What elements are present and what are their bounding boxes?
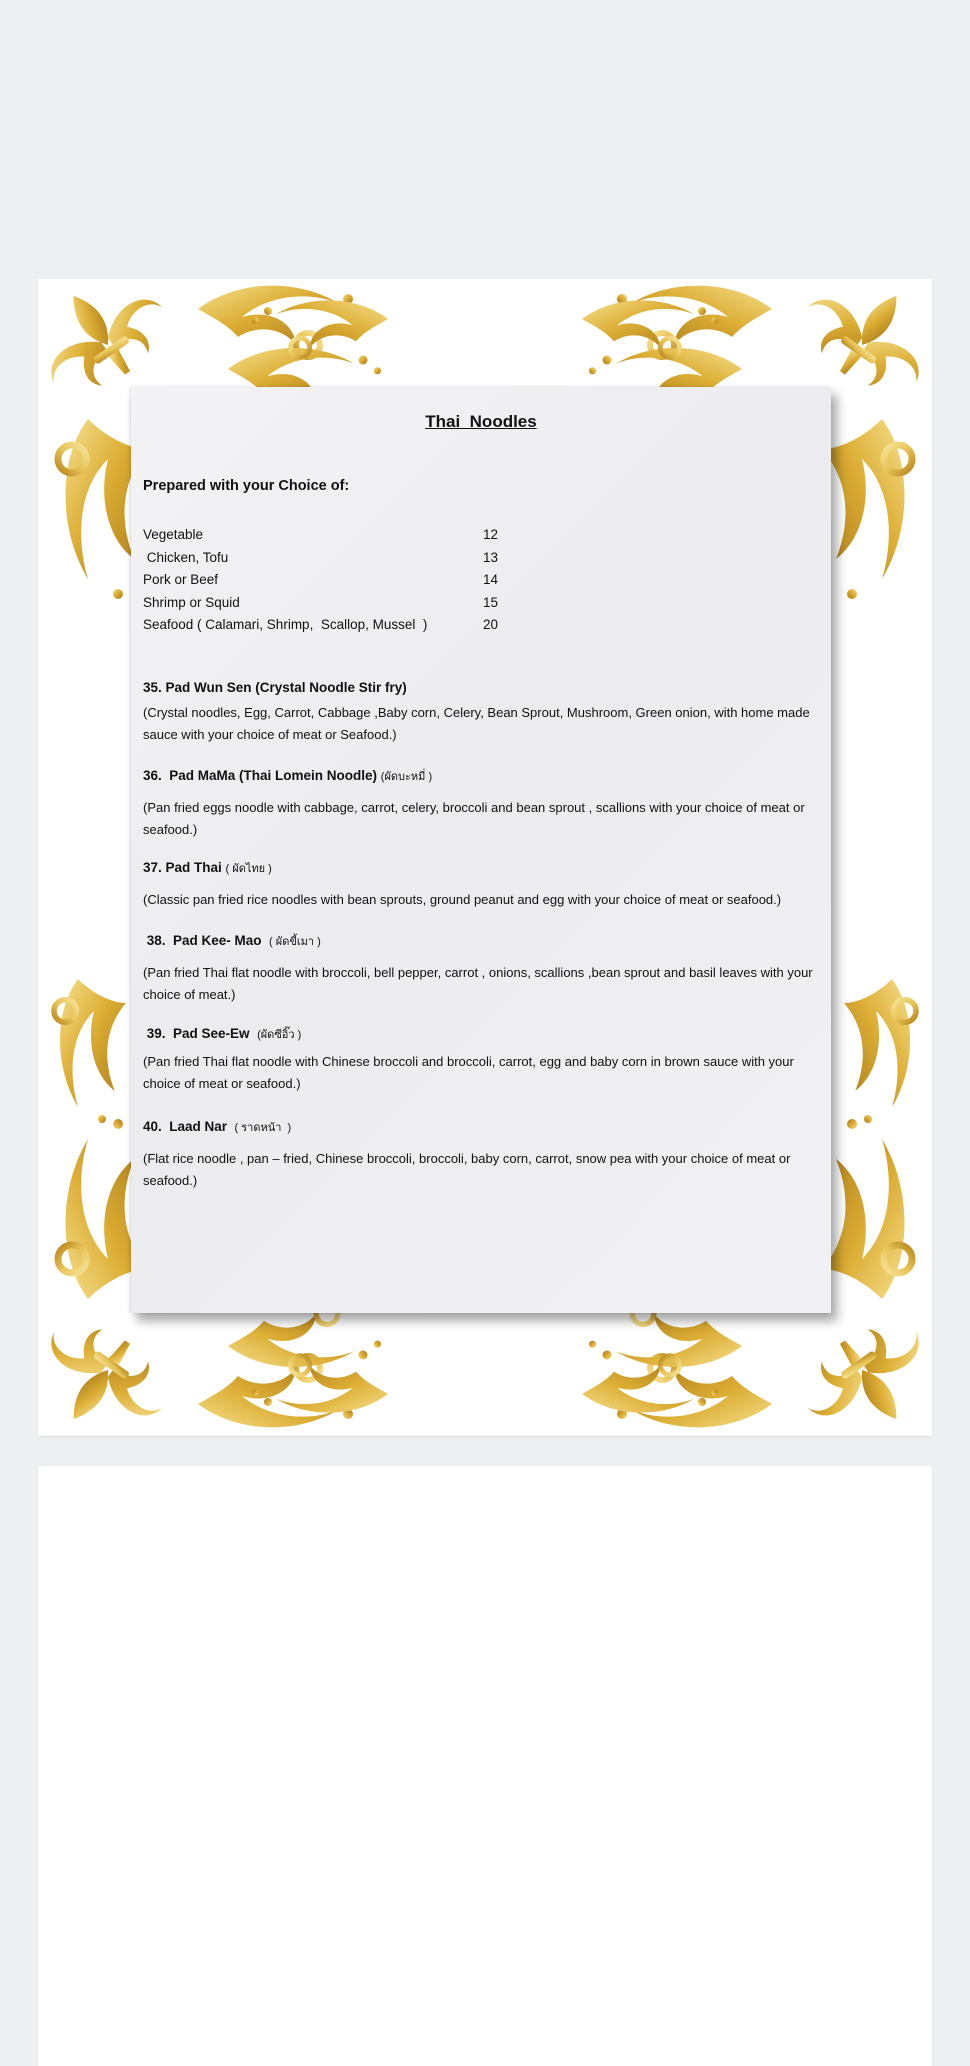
price-row: [143, 614, 523, 637]
menu-title: Thai Noodles: [425, 412, 537, 431]
dish-thai-name: ( ราดหน้า ): [234, 1122, 292, 1134]
protein-price: 15: [483, 594, 499, 610]
dish-description: (Pan fried eggs noodle with cabbage, carrot, celery, broccoli and bean sprout , scallions with your choice of meat or seafood.): [143, 800, 805, 837]
menu-image-card: [38, 279, 932, 1436]
dish-description: (Classic pan fried rice noodles with bean sprouts, ground peanut and egg with your choice of meat or seafood.): [143, 892, 782, 907]
dish-name: 36. Pad MaMa (Thai Lomein Noodle): [143, 768, 381, 783]
dish-item: [143, 1024, 823, 1095]
protein-name: Vegetable: [143, 527, 204, 542]
dish-title: [143, 1024, 823, 1045]
price-row: [143, 569, 523, 592]
dish-description: (Pan fried Thai flat noodle with Chinese broccoli and broccoli, carrot, egg and baby corn in brown sauce with your choice of meat or seafood.): [143, 1054, 794, 1091]
protein-name: Shrimp or Squid: [143, 594, 240, 610]
dish-item: [143, 931, 823, 1006]
dish-name: 39. Pad See-Ew: [143, 1026, 258, 1041]
dish-name: 37. Pad Thai: [143, 860, 226, 875]
dish-name: 38. Pad Kee- Mao: [143, 933, 270, 948]
protein-name: Seafood ( Calamari, Shrimp, Scallop, Mussel ): [143, 617, 428, 632]
price-row: [143, 547, 523, 570]
dish-thai-name: ( ผัดขี้เมา ): [269, 936, 321, 948]
price-row: [143, 592, 523, 615]
price-row: [143, 524, 523, 547]
protein-name: Chicken, Tofu: [143, 549, 229, 565]
protein-price: 14: [483, 572, 499, 587]
protein-price: 20: [483, 617, 499, 632]
dish-name: 35. Pad Wun Sen (Crystal Noodle Stir fry): [143, 680, 407, 695]
next-image-card: [38, 1466, 932, 2066]
dish-description: (Pan fried Thai flat noodle with broccoli, bell pepper, carrot , onions, scallions ,bean sprout and basil leaves with your choice of meat.): [143, 965, 813, 1002]
dish-list: [143, 678, 823, 1192]
dish-description: (Flat rice noodle , pan – fried, Chinese broccoli, broccoli, baby corn, carrot, snow pea with your choice of meat or seafood.): [143, 1151, 791, 1188]
dish-title: [143, 1117, 823, 1138]
dish-title: [143, 766, 823, 787]
dish-item: [143, 678, 823, 746]
dish-title: [143, 858, 823, 879]
menu-paper: [131, 387, 831, 1313]
dish-title: [143, 678, 823, 699]
dish-item: [143, 858, 823, 911]
dish-title: [143, 931, 823, 952]
price-list: [143, 524, 523, 637]
dish-description: (Crystal noodles, Egg, Carrot, Cabbage ,Baby corn, Celery, Bean Sprout, Mushroom, Green onion, with home made sauce with your choice of meat or Seafood.): [143, 705, 810, 742]
protein-price: 12: [483, 527, 499, 542]
dish-thai-name: (ผัดบะหมี่ ): [380, 771, 433, 783]
prep-heading: Prepared with your Choice of:: [143, 478, 350, 494]
protein-price: 13: [483, 549, 499, 565]
dish-name: 40. Laad Nar: [143, 1119, 235, 1134]
protein-name: Pork or Beef: [143, 572, 219, 587]
dish-item: [143, 1117, 823, 1192]
dish-item: [143, 766, 823, 841]
dish-thai-name: (ผัดซีอิ๊ว ): [257, 1029, 302, 1041]
dish-thai-name: ( ผัดไทย ): [225, 863, 272, 875]
